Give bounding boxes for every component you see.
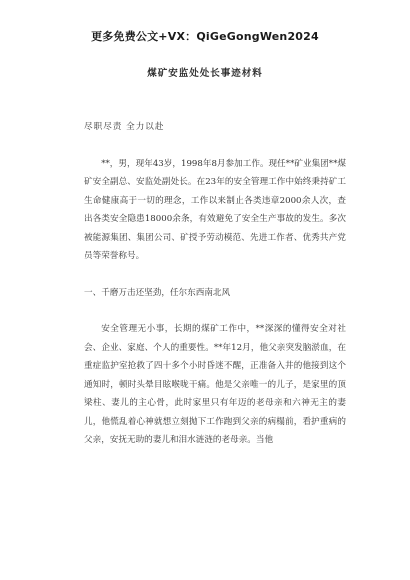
motto-line: 尽职尽责 全力以赴 — [84, 122, 165, 132]
paragraph-profile: **，男，现年43岁，1998年8月参加工作。现任**矿业集团**煤矿安全副总、安监处副处长。在23年的安全管理工作中始终秉持矿工生命健康高于一切的理念，工作以来制止各类违章2000余人次，查出各类安全隐患18000余条，有效避免了安全生产事故的发生。多次被能源集团、集团公司、矿授予劳动模范、先进工作者、优秀共产党员等荣誉称号。 — [84, 158, 346, 261]
section-heading: 一、千磨万击还坚劲，任尔东西南北风 — [84, 287, 231, 298]
paragraph-story: 安全管理无小事，长期的煤矿工作中，**深深的懂得安全对社会、企业、家庭、个人的重要性。**年12月，他父亲突发脑淤血，在重症监护室抢救了四十多个小时昏迷不醒，正准备入井的他接到这个通知时，顿时头晕目眩喉咙干痛。他是父亲唯一的儿子，是家里的顶梁柱、妻儿的主心骨，此时家里只有年迈的老母亲和六神无主的妻儿，他慌乱着心神就想立刻抛下工作跑到父亲的病榻前，看护重病的父亲，安抚无助的妻儿和泪水涟涟的老母亲。当他 — [84, 324, 346, 445]
header-watermark-line: 更多免费公文+VX：QiGeGongWen2024 — [91, 30, 319, 43]
document-body — [84, 118, 346, 450]
document-title: 煤矿安监处处长事迹材料 — [147, 68, 263, 79]
